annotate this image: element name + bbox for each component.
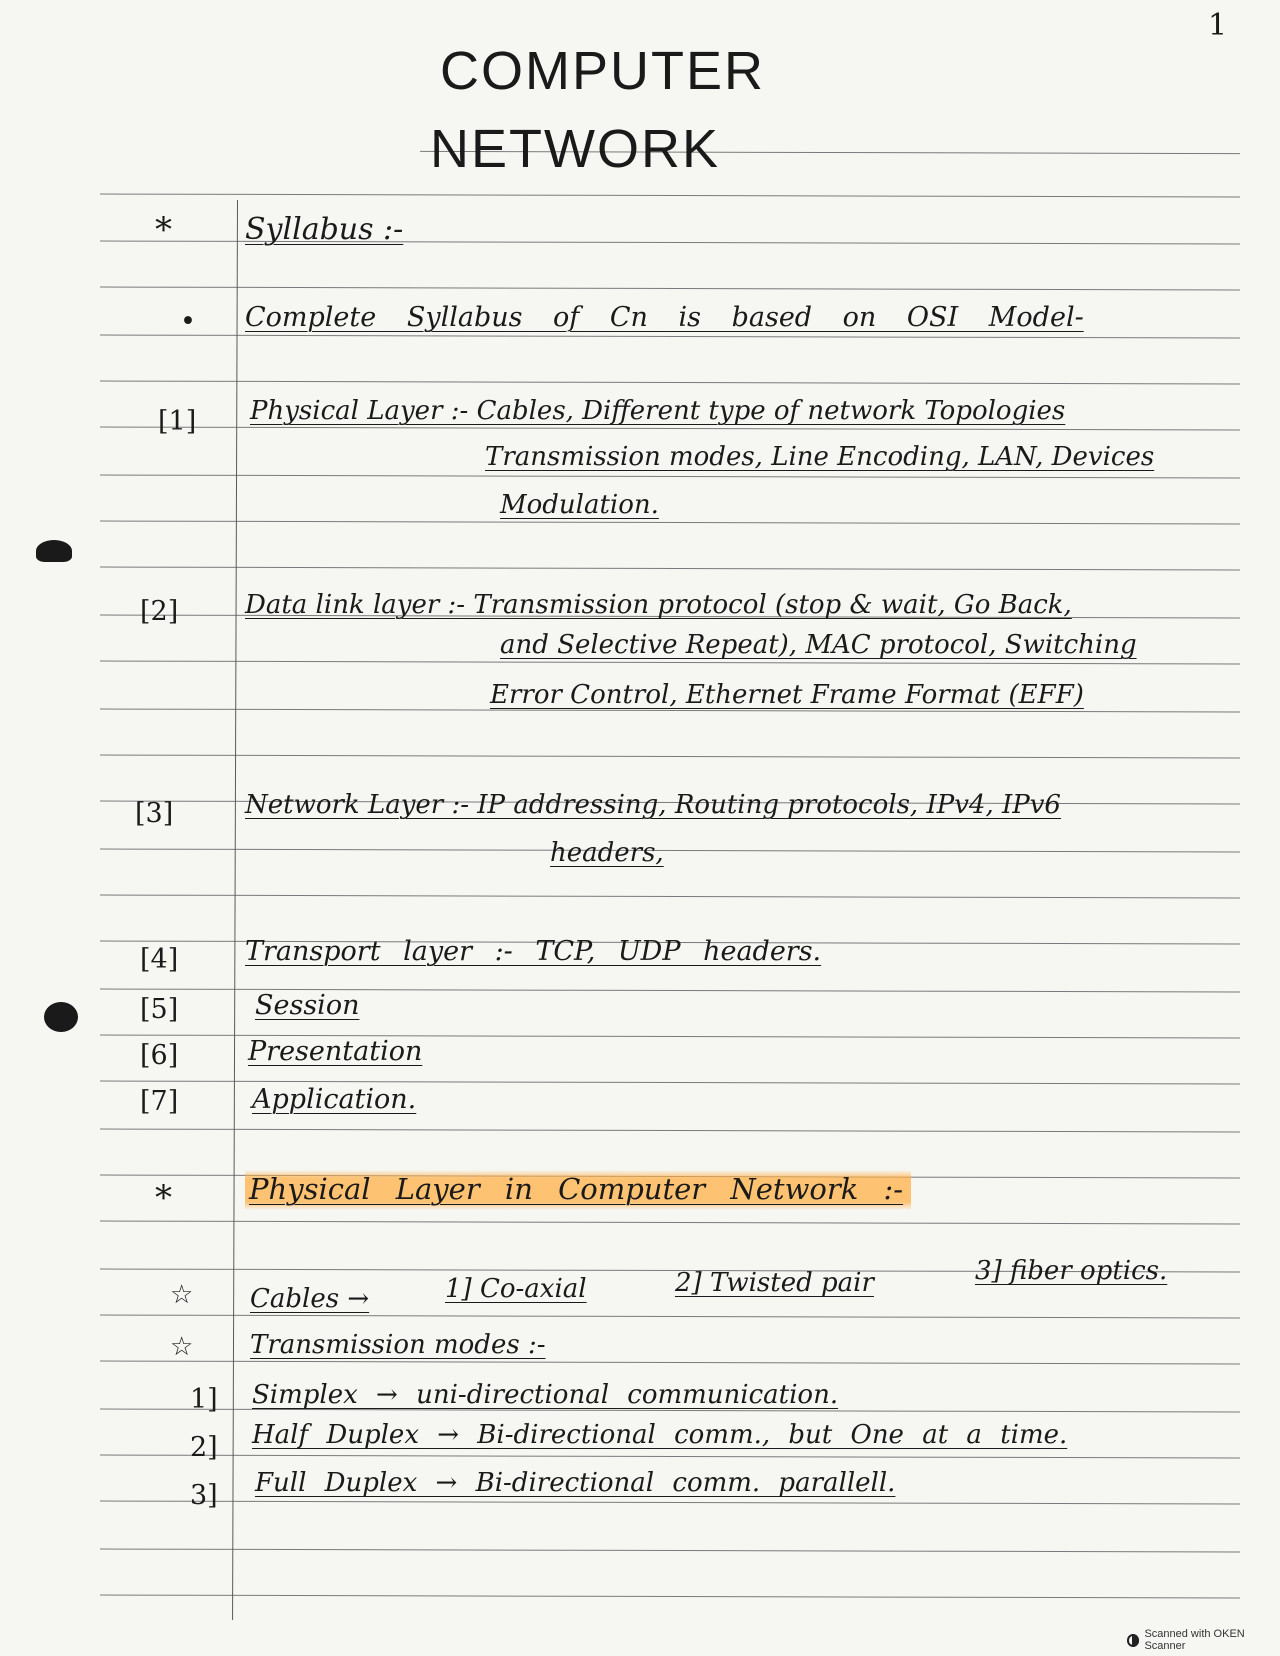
transmission-modes-heading: Transmission modes :- — [250, 1330, 546, 1360]
layer-text-line: and Selective Repeat), MAC protocol, Switching — [500, 630, 1137, 660]
scanner-label: Scanned with OKEN Scanner — [1144, 1628, 1245, 1652]
layer-text-line: Data link layer :- Transmission protocol (stop & wait, Go Back, — [245, 590, 1072, 620]
punch-hole-middle — [44, 1002, 78, 1032]
cable-type-item: 1] Co-axial — [445, 1274, 587, 1304]
layer-number: [7] — [140, 1086, 179, 1117]
asterisk-bullet: * — [155, 1178, 172, 1218]
asterisk-bullet: * — [155, 210, 172, 250]
mode-number: 1] — [190, 1384, 218, 1415]
mode-text: Half Duplex → Bi-directional comm., but One at a time. — [252, 1420, 1068, 1450]
layer-text-line: headers, — [550, 838, 664, 868]
cables-label: Cables → — [250, 1284, 370, 1314]
physical-layer-heading: Physical Layer in Computer Network :- — [245, 1170, 911, 1210]
syllabus-intro: Complete Syllabus of Cn is based on OSI Model- — [245, 302, 1084, 333]
mode-text: Simplex → uni-directional communication. — [252, 1380, 839, 1410]
layer-text-line: Session — [255, 990, 360, 1021]
page-number: 1 — [1208, 8, 1228, 43]
mode-number: 3] — [190, 1480, 218, 1511]
layer-text-line: Transmission modes, Line Encoding, LAN, Devices — [485, 442, 1155, 472]
margin-line — [232, 200, 238, 1620]
star-outline-icon: ☆ — [170, 1332, 194, 1362]
mode-number: 2] — [190, 1432, 218, 1463]
page-title-line-2: NETWORK — [430, 119, 720, 179]
layer-text-line: Modulation. — [500, 490, 659, 520]
cable-type-item: 3] fiber optics. — [975, 1256, 1168, 1286]
layer-number: [6] — [140, 1040, 179, 1071]
page-title-line-1: COMPUTER — [440, 41, 765, 101]
layer-number: [2] — [140, 596, 179, 627]
layer-number: [3] — [135, 798, 174, 829]
layer-number: [4] — [140, 944, 179, 975]
star-outline-icon: ☆ — [170, 1280, 194, 1310]
punch-hole-top — [36, 540, 72, 562]
layer-number: [1] — [158, 406, 197, 437]
layer-text-line: Transport layer :- TCP, UDP headers. — [245, 936, 822, 967]
layer-text-line: Physical Layer :- Cables, Different type of network Topologies — [250, 396, 1066, 426]
scanner-watermark — [1127, 1628, 1280, 1652]
layer-text-line: Network Layer :- IP addressing, Routing protocols, IPv4, IPv6 — [245, 790, 1061, 820]
cable-type-item: 2] Twisted pair — [675, 1268, 874, 1298]
layer-number: [5] — [140, 994, 179, 1025]
layer-text-line: Error Control, Ethernet Frame Format (EFF) — [490, 680, 1084, 710]
layer-text-line: Presentation — [248, 1036, 423, 1067]
layer-text-line: Application. — [252, 1084, 417, 1115]
dot-bullet: • — [180, 306, 196, 337]
mode-text: Full Duplex → Bi-directional comm. parallell. — [255, 1468, 896, 1498]
scanner-logo-icon — [1127, 1634, 1139, 1647]
syllabus-heading: Syllabus :- — [245, 212, 404, 247]
